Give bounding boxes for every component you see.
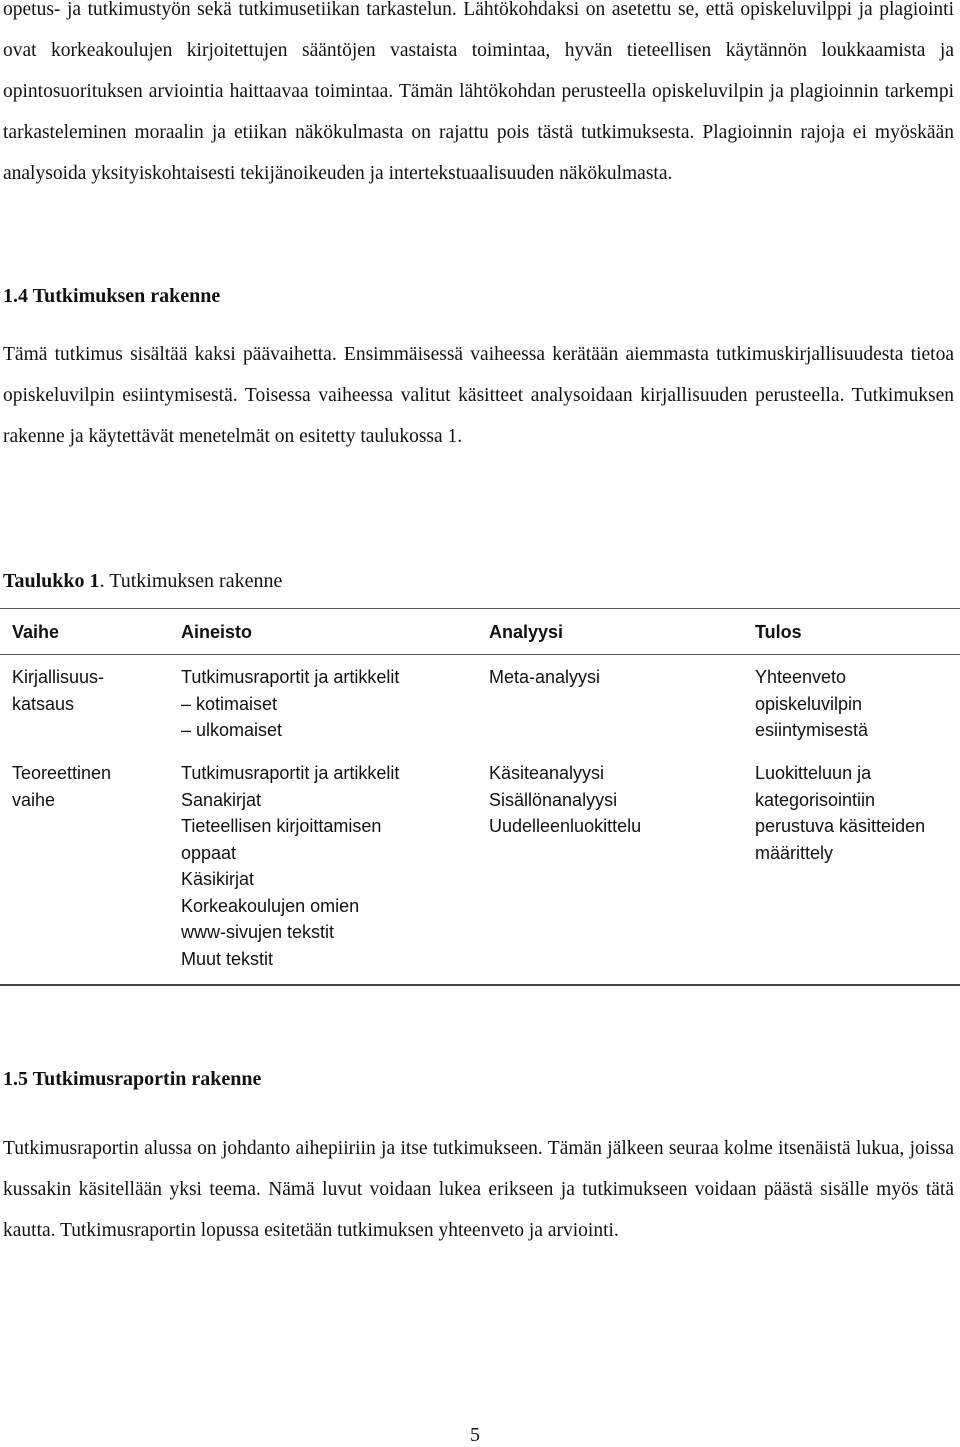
table-header-rule xyxy=(0,654,960,655)
table-cell-row1-aineisto: Tutkimusraportit ja artikkelit – kotimaiset – ulkomaiset xyxy=(181,667,400,740)
body-paragraph-intro: opetus- ja tutkimustyön sekä tutkimusetiikan tarkastelun. Lähtökohdaksi on asetettu se, että opiskeluvilppi ja plagiointi ovat korkeakoulujen kirjoitettujen sääntöjen vastaista toimintaa, hyvän tieteellisen käytännön loukkaamista ja opintosuorituksen arviointia haittaavaa toimintaa. Tämän lähtökohdan perusteella opiskeluvilpin ja plagioinnin tarkempi tarkasteleminen moraalin ja etiikan näkökulmasta on rajattu pois tästä tutkimuksesta. Plagioinnin rajoja ei myöskään analysoida yksityiskohtaisesti tekijänoikeuden ja intertekstuaalisuuden näkökulmasta. xyxy=(3,0,954,184)
table-header-analyysi: Analyysi xyxy=(489,622,564,642)
table-top-rule xyxy=(0,608,960,609)
body-paragraph-report-structure: Tutkimusraportin alussa on johdanto aihepiiriin ja itse tutkimukseen. Tämän jälkeen seuraa kolme itsenäistä lukua, joissa kussakin käsitellään yksi teema. Nämä luvut voidaan lukea erikseen ja tutkimukseen voidaan päästä sisälle myös tätä kautta. Tutkimusraportin lopussa esitetään tutkimuksen yhteenveto ja arviointi. xyxy=(3,1138,954,1241)
table-header-vaihe: Vaihe xyxy=(12,622,60,642)
table-cell-row1-analyysi: Meta-analyysi xyxy=(489,667,601,687)
table-cell-row2-tulos: Luokitteluun ja kategorisointiin perustuva käsitteiden määrittely xyxy=(755,763,926,863)
section-heading-1-5: 1.5 Tutkimusraportin rakenne xyxy=(3,1068,262,1090)
table-cell-row2-aineisto: Tutkimusraportit ja artikkelit Sanakirjat Tieteellisen kirjoittamisen oppaat Käsikirjat Korkeakoulujen omien www-sivujen tekstit Muut tekstit xyxy=(181,763,400,969)
table-header-aineisto: Aineisto xyxy=(181,622,253,642)
table-cell-row1-vaihe: Kirjallisuus- katsaus xyxy=(12,667,105,714)
table-caption-label: Taulukko 1 xyxy=(3,570,100,592)
page-number: 5 xyxy=(470,1424,480,1446)
section-heading-1-4: 1.4 Tutkimuksen rakenne xyxy=(3,285,221,307)
table-cell-row2-analyysi: Käsiteanalyysi Sisällönanalyysi Uudelleenluokittelu xyxy=(489,763,642,836)
table-caption xyxy=(3,570,282,593)
table-bottom-rule xyxy=(0,984,960,986)
table-caption-text: . Tutkimuksen rakenne xyxy=(99,570,283,592)
table-cell-row2-vaihe: Teoreettinen vaihe xyxy=(12,763,112,810)
table-cell-row1-tulos: Yhteenveto opiskeluvilpin esiintymisestä xyxy=(755,667,869,740)
body-paragraph-structure: Tämä tutkimus sisältää kaksi päävaihetta. Ensimmäisessä vaiheessa kerätään aiemmasta tutkimuskirjallisuudesta tietoa opiskeluvilpin esiintymisestä. Toisessa vaiheessa valitut käsitteet analysoidaan kirjallisuuden perusteella. Tutkimuksen rakenne ja käytettävät menetelmät on esitetty taulukossa 1. xyxy=(3,344,954,447)
table-header-tulos: Tulos xyxy=(755,622,802,642)
